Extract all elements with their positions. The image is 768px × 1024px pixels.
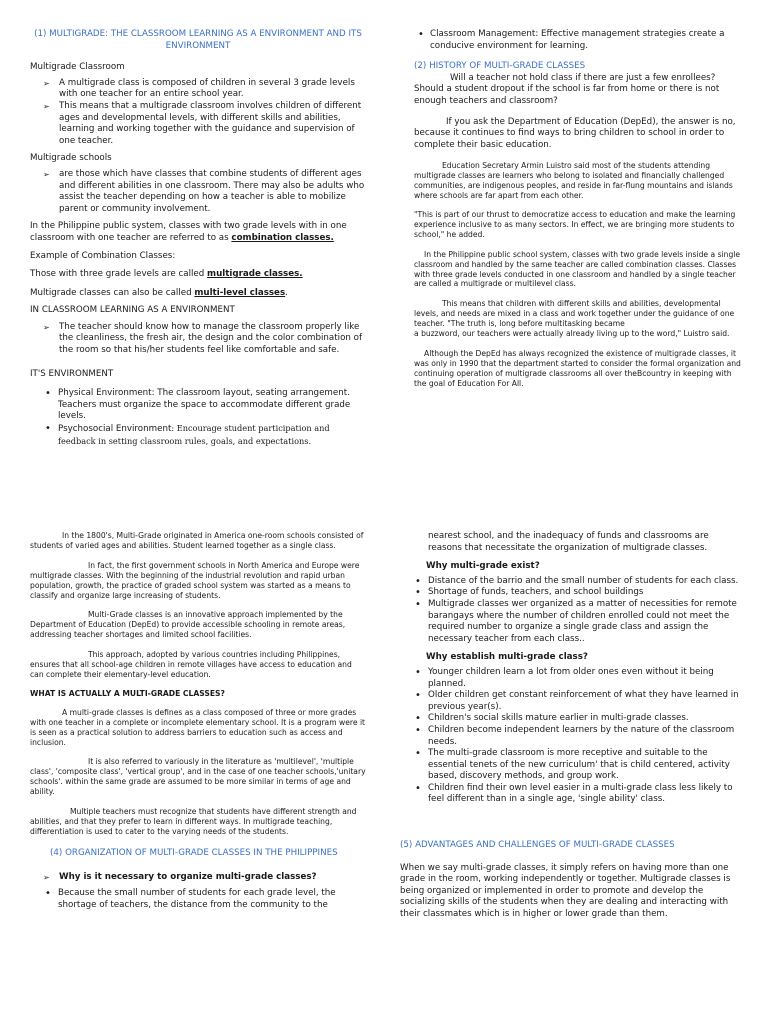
bottom-right-column xyxy=(400,531,744,921)
in-classroom-title: IN CLASSROOM LEARNING AS A ENVIRONMENT xyxy=(30,305,235,316)
list-item: • The multi-grade classroom is more receptive and suitable to the essential tenets of the new curriculum' that is child centered, activity based, discovery methods, and group work. xyxy=(400,748,744,783)
why-establish-title: Why establish multi-grade class? xyxy=(426,652,588,663)
item-text: : The classroom layout, seating arrangement. Teachers must organize the space to accommodate different grade levels. xyxy=(58,388,351,422)
paragraph-text: Those with three grade levels are called xyxy=(30,269,208,280)
what-is-multigrade-title: WHAT IS ACTUALLY A MULTI-GRADE CLASSES? xyxy=(30,688,225,698)
list-item: ➢ This means that a multigrade classroom involves children of different ages and developmental levels, with different skills and abilities, learning and working together with the guidance and supervision of one teacher. xyxy=(30,101,366,147)
list-item: • Multigrade classes wer organized as a matter of necessities for remote barangays where the number of children enrolled could not meet the required number to organize a single grade class and assign the necessary teacher from each class.. xyxy=(400,599,744,645)
item-text: : Encourage student participation and feedback in setting classroom rules, goals, and expectations. xyxy=(58,423,330,446)
why-establish-list xyxy=(400,667,744,806)
history-paragraph-6a: This means that children with different skills and abilities, developmental levels, and needs are mixed in a class and work together under the guidance of one teacher. "The truth is, long before multitasking became xyxy=(414,299,735,329)
history-paragraph-2: If you ask the Department of Education (DepEd), the answer is no, because it continues to find ways to bring children to school in order to complete their basic education. xyxy=(414,116,736,150)
top-right-column xyxy=(414,29,744,389)
item-label: Classroom Management xyxy=(430,29,536,39)
why-exist-list xyxy=(400,576,744,646)
multilevel-classes-term: multi-level classes xyxy=(194,287,286,298)
paragraph-text: Multigrade classes can also be called xyxy=(30,287,195,298)
history-paragraph-7: Although the DepEd has always recognized the existence of multigrade classes, it was only in 1990 that the department started to consider the formal organization and continuing operation of multigrade classrooms all over theBcountry in keeping with the goal of Education For All. xyxy=(414,348,741,388)
list-item: • Children become independent learners by the nature of the classroom needs. xyxy=(400,725,744,748)
advantages-paragraph: When we say multi-grade classes, it simply refers on having more than one grade in the room, working independently or together. Multigrade classes is being organized or implemented in order to promote and develop the socializing skills of the students when they are dealing and interacting with their classmates which is in higher or lower grade than them. xyxy=(400,862,731,920)
its-environment-title: IT'S ENVIRONMENT xyxy=(30,368,114,379)
differentiation-paragraph: Multiple teachers must recognize that students have different strength and abilities, and that they prefer to learn in different ways. In multigrade teaching, differentiation is used to cater to the varying needs of the students. xyxy=(30,807,357,836)
classroom-management-list xyxy=(414,29,744,52)
section-2-heading: (2) HISTORY OF MULTI-GRADE CLASSES xyxy=(414,61,586,72)
why-exist-title: Why multi-grade exist? xyxy=(426,561,540,572)
paragraph-end: . xyxy=(285,287,288,298)
bottom-left-column xyxy=(30,531,366,911)
list-item: ➢ The teacher should know how to manage the classroom properly like the cleanliness, the fresh air, the design and the color combination of the room so that his/her students feel like comfortable and safe. xyxy=(30,322,366,357)
list-item: ➢ Why is it necessary to organize multi-grade classes? xyxy=(30,872,366,884)
philippine-system-paragraph xyxy=(30,221,366,244)
section-4-heading: (4) ORGANIZATION OF MULTI-GRADE CLASSES IN THE PHILIPPINES xyxy=(50,847,338,858)
example-combination-title: Example of Combination Classes: xyxy=(30,250,176,261)
three-grade-paragraph xyxy=(30,269,366,281)
classroom-management-item xyxy=(414,29,744,52)
continuation-paragraph: nearest school, and the inadequacy of funds and classrooms are reasons that necessitate the organization of multigrade classes. xyxy=(428,531,709,553)
terminology-paragraph: It is also referred to variously in the literature as 'multilevel', 'multiple class', 'composite class', 'vertical group', and in the case of one teacher schools,'unitary schools'. within the same grade are assumed to be more similar in terms of age and ability. xyxy=(30,757,366,797)
list-item: • Older children get constant reinforcement of what they have learned in previous year(s). xyxy=(400,690,744,713)
multigrade-schools-list xyxy=(30,169,366,215)
origin-paragraph-2: In fact, the first government schools in North America and Europe were multigrade classes. With the beginning of the industrial revolution and rapid urban population, growth, the practice of graded school system was started as a means to classify and organize large increasing of students. xyxy=(30,560,360,600)
history-paragraph-5: In the Philippine public school system, classes with two grade levels inside a single classroom and handled by the same teacher are called combination classes. Classes with three grade levels conducted in one classroom and handled by a single teacher are called a multigrade or multilevel class. xyxy=(414,249,741,289)
history-paragraph-6b: a buzzword, our teachers were actually already living up to the word," Luistro said. xyxy=(414,329,730,339)
list-item: • Younger children learn a lot from older ones even without it being planned. xyxy=(400,667,744,690)
combination-classes-term: combination classes. xyxy=(231,232,334,243)
list-item: • Shortage of funds, teachers, and school buildings xyxy=(400,587,744,599)
list-item: • Because the small number of students for each grade level, the shortage of teachers, the distance from the community to the xyxy=(30,888,366,911)
origin-paragraph-3: Multi-Grade classes is an innovative approach implemented by the Department of Education (DepEd) to provide accessible schooling in remote areas, addressing teacher shortages and limited school facilities. xyxy=(30,610,346,640)
history-paragraph-4: "This is part of our thrust to democratize access to education and make the learning experience inclusive to as many sectors. In effect, we are bringing more students to school," he added. xyxy=(414,209,736,239)
section-5-heading: (5) ADVANTAGES AND CHALLENGES OF MULTI-GRADE CLASSES xyxy=(400,840,675,851)
multigrade-schools-title: Multigrade schools xyxy=(30,153,112,164)
section-1-heading: (1) MULTIGRADE: THE CLASSROOM LEARNING AS A ENVIRONMENT AND ITS ENVIRONMENT xyxy=(34,29,362,51)
physical-environment-item xyxy=(30,388,366,423)
item-label: Psychosocial Environment xyxy=(58,424,172,435)
list-item: • Children's social skills mature earlier in multi-grade classes. xyxy=(400,713,744,725)
definition-paragraph: A multi-grade classes is defines as a class composed of three or more grades with one teacher in a complete or incomplete elementary school. It is a program were it is seen as a practical solution to address barriers to education such as access and inclusion. xyxy=(30,707,366,747)
multilevel-paragraph xyxy=(30,288,366,300)
origin-paragraph-1: In the 1800's, Multi-Grade originated in America one-room schools consisted of students of varied ages and abilities. Student learned together as a single class. xyxy=(30,531,364,550)
multigrade-classroom-list xyxy=(30,78,366,148)
because-list xyxy=(30,888,366,911)
list-item: • Distance of the barrio and the small number of students for each class. xyxy=(400,576,744,588)
in-classroom-list xyxy=(30,322,366,357)
list-item: • Children find their own level easier in a multi-grade class less likely to feel different than in a single age, 'single ability' class. xyxy=(400,783,744,806)
environment-list xyxy=(30,388,366,448)
paragraph-text: In the Philippine public system, classes with two grade levels with in one classroom with one teacher are referred to as xyxy=(30,221,347,243)
psychosocial-environment-item xyxy=(30,423,366,448)
multigrade-classes-term: multigrade classes. xyxy=(207,269,303,280)
list-item: ➢ are those which have classes that combine students of different ages and different abilities in one classroom. There may also be adults who assist the teacher depending on how a teacher is able to mobilize parent or community involvement. xyxy=(30,169,366,215)
history-paragraph-1: Will a teacher not hold class if there are just a few enrollees? Should a student dropout if the school is far from home or there is not enough teachers and classroom? xyxy=(414,72,720,106)
why-necessary-list xyxy=(30,872,366,884)
multigrade-classroom-title: Multigrade Classroom xyxy=(30,62,125,73)
item-text: : Effective management strategies create a conducive environment for learning. xyxy=(430,29,725,51)
item-label: Physical Environment xyxy=(58,388,152,399)
list-item: ➢ A multigrade class is composed of children in several 3 grade levels with one teacher for an entire school year. xyxy=(30,78,366,101)
origin-paragraph-4: This approach, adopted by various countries including Philippines, ensures that all school-age children in remote villages have access to education and can complete their elementary-level education. xyxy=(30,650,352,679)
top-left-column xyxy=(30,29,366,448)
history-paragraph-3: Education Secretary Armin Luistro said most of the students attending multigrade classes are learners who belong to isolated and financially challenged communities, are indigenous peoples, and reside in far-flung mountains and islands where schools are far apart from each other. xyxy=(414,161,733,201)
